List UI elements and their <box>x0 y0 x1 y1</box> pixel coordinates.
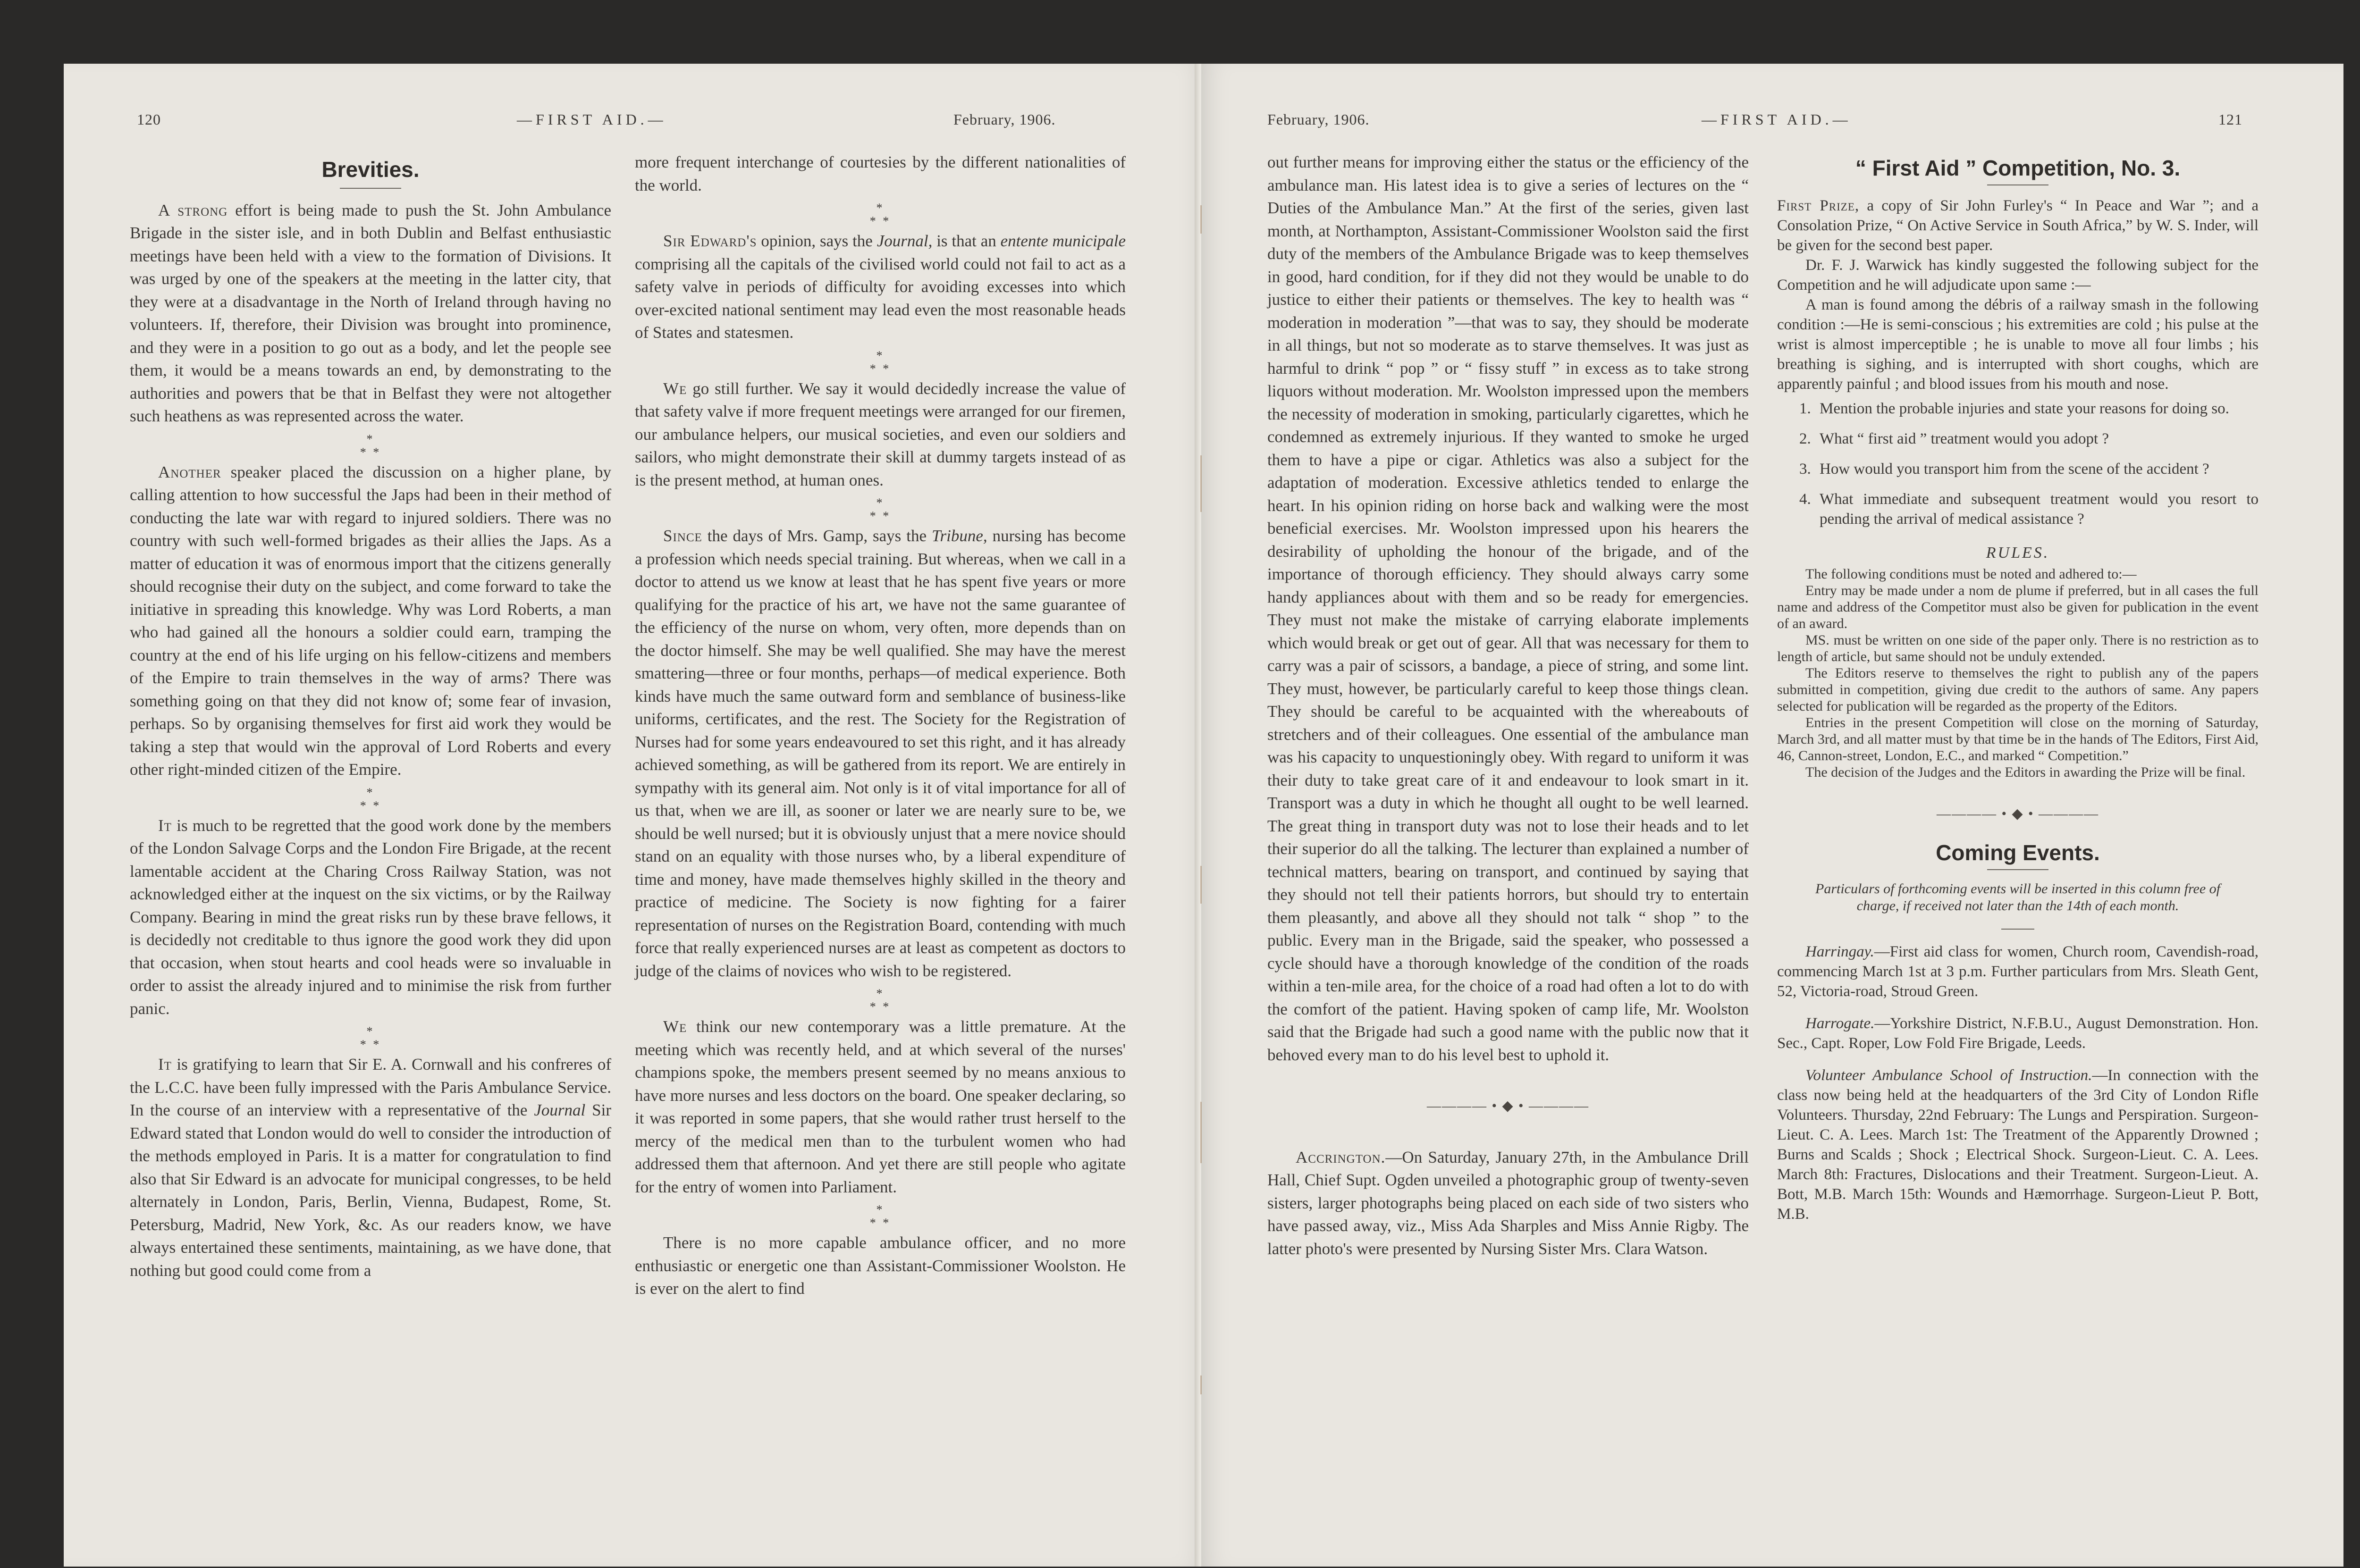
paragraph: We go still further. We say it would decidedly increase the value of that safety valve if more frequent meetings were arranged for our firemen, our ambulance helpers, our musical societies, and even our soldiers and sailors, who might demonstrate their skill at dummy targets instead of as is the present method, at human ones. <box>635 379 1126 489</box>
date-left: February, 1906. <box>953 111 1056 128</box>
list-item: 4. What immediate and subsequent treatment would you resort to pending the arrival of medical assistance ? <box>1815 489 2259 529</box>
paragraph: It is much to be regretted that the good work done by the members of the London Salvage Corps and the London Fire Brigade, at the recent lamentable accident at the Charing Cross Railway Station, was not acknowledged either at the inquest on the six victims, or by the Railway Company. Bearing in mind the great risks run by these brave fellows, it is decidedly not creditable to thus ignore the good work they did upon that occasion, when stout hearts and cool heads were so invaluable in order to assist the already injured and to minimise the risk from further panic. <box>130 816 611 1018</box>
paragraph: Sir Edward's opinion, says the Journal, is that an entente municipale comprising all the capitals of the civilised world could not fail to act as a safety valve in periods of difficulty for avoiding excesses into which over-excited national sentiment may lead even the most reasonable heads of States and statesmen. <box>635 232 1126 342</box>
rule-item: MS. must be written on one side of the paper only. There is no restriction as to length of article, but same should not be unduly extended. <box>1777 632 2259 664</box>
date-right: February, 1906. <box>1267 111 1370 128</box>
asterism: * * * <box>360 432 381 459</box>
asterism: * * * <box>869 1203 891 1230</box>
paragraph: First Prize, a copy of Sir John Furley's “ In Peace and War ”; and a Consolation Prize, “ On Active Service in South Africa,” by W. S. Inder, will be given for the second best paper. <box>1777 197 2259 254</box>
title-rule <box>1987 184 2048 185</box>
rules-title: RULES. <box>1986 544 2050 562</box>
title-rule <box>340 188 401 189</box>
running-title-left: —FIRST AID.— <box>517 111 667 128</box>
section-ornament: ———— • ◆ • ———— <box>1936 806 2099 822</box>
coming-events-title: Coming Events. <box>1936 840 2100 865</box>
events-note: Particulars of forthcoming events will be inserted in this column free of charge, if received not later than the 14th of each month. <box>1815 881 2220 914</box>
right-page <box>1201 64 2343 1567</box>
asterism: * * * <box>360 1024 381 1051</box>
asterism: * * * <box>869 201 891 228</box>
list-item: 2. What “ first aid ” treatment would you adopt ? <box>1815 429 2259 449</box>
page-number-left: 120 <box>137 111 161 128</box>
left-page <box>64 64 1206 1567</box>
paragraph: Dr. F. J. Warwick has kindly suggested the following subject for the Competition and he will adjudicate upon same :— <box>1777 257 2259 293</box>
paragraph: It is gratifying to learn that Sir E. A. Cornwall and his confreres of the L.C.C. have been fully impressed with the Paris Ambulance Service. In the course of an interview with a representative of the Journal Sir Edward stated that London would do well to consider the introduction of the methods employed in Paris. It is a matter for congratulation to find also that Sir Edward is an advocate for municipal congresses, to be held alternately in London, Paris, Berlin, Vienna, Budapest, Rome, St. Petersburg, Madrid, New York, &c. As our readers know, we have always entertained these sentiments, maintaining, as we have done, that nothing but good could come from a <box>130 1055 611 1280</box>
paragraph: Another speaker placed the discussion on a higher plane, by calling attention to how successful the Japs had been in their method of conducting the late war with regard to injured soldiers. There was no country with such well-formed brigades as their allies the Japs. As a matter of education it was of enormous import that the citizens generally should recognise their duty on the subject, and come forward to take the initiative in spreading this knowledge. Why was Lord Roberts, a man who had gained all the honours a soldier could earn, tramping the country at the end of his life urging on his fellow-citizens and members of the Empire to train themselves in the way of arms? There was something going on that they did not know of; some fear of invasion, perhaps. So by organising themselves for first aid work they would be taking a step that would win the approval of Lord Roberts and every other right-minded citizen of the Empire. <box>130 462 611 779</box>
paragraph: Since the days of Mrs. Gamp, says the Tribune, nursing has become a profession which needs special training. But whereas, when we call in a doctor to attend us we know at least that he has spent five years or more qualifying for the practice of his art, we have not the same guarantee of the efficiency of the nurse on whom, very often, more depends than on the doctor himself. She may be well qualified. She may have the merest smattering—three or four months, perhaps—of medical experience. Both kinds have much the same outward form and semblance of business-like uniforms, certificates, and the rest. The Society for the Registration of Nurses had for some years endeavoured to set this right, and it has already achieved something, as will be gathered from its report. We are entirely in sympathy with its general aim. Not only is it of vital importance for all of us that, when we are ill, as sooner or later we are nearly sure to be, we should be well nursed; but it is obviously unjust that a mere novice should stand on an equality with those nurses who, by a liberal expenditure of time and money, have made themselves highly skilled in the theory and practice of medicine. The Society is now fighting for a fairer representation of nurses on the Registration Board, contending with much force that really experienced nurses are at least as competent as doctors to judge of the claims of novices who wish to be registered. <box>635 527 1126 980</box>
brevities-title: Brevities. <box>321 157 420 182</box>
rules-block <box>1777 566 2259 780</box>
paragraph: There is no more capable ambulance officer, and no more enthusiastic or energetic one than Assistant-Commissioner Woolston. He is ever on the alert to find <box>635 1233 1126 1298</box>
short-rule <box>2001 929 2034 930</box>
asterism: * * * <box>360 785 381 813</box>
column-3 <box>1267 151 1749 1260</box>
column-4 <box>1777 158 2259 1224</box>
asterism: * * * <box>869 987 891 1014</box>
list-item: 3. How would you transport him from the scene of the accident ? <box>1815 459 2259 479</box>
list-item: 1. Mention the probable injuries and state your reasons for doing so. <box>1815 399 2259 419</box>
paragraph: more frequent interchange of courtesies by the different nationalities of the world. <box>635 153 1126 194</box>
paragraph: out further means for improving either the status or the efficiency of the ambulance man. His latest idea is to give a series of lectures on the “ Duties of the Ambulance Man.” At the first of the series, given last month, at Northampton, Assistant-Commissioner Woolston said the first duty of the members of the Ambulance Brigade was to keep themselves in good, hard condition, for if they did not they would be unable to do justice to either their patients or themselves. The key to health was “ moderation in moderation ”—that was to say, they should be moderate in all things, but not so moderate as to starve themselves. It was just as harmful to drink “ pop ” or “ fissy stuff ” in excess as to take strong liquors without moderation. Mr. Woolston impressed upon the members the necessity of moderation in smoking, particularly cigarettes, which he condemned as extremely injurious. If they wanted to smoke he urged them to have a pipe or cigar. Athletics was also a subject for the adaptation of moderation. Excessive athletics tended to enlarge the heart. In his opinion riding on horse back and walking were the most beneficial exercises. Mr. Woolston impressed upon his hearers the desirability of upholding the honour of the brigade, and of the importance of thorough efficiency. They should always carry some handy appliances about with them and so be ready for emergencies. They must not make the mistake of carrying elaborate implements which would break or get out of gear. All that was necessary for them to carry was a pair of scissors, a bandage, a piece of string, and some lint. They must, however, be particularly careful to keep those things clean. They should be careful to be acquainted with the whereabouts of stretchers and of their colleagues. One essential of the ambulance man was his capacity to unquestioningly obey. With regard to uniform it was their duty to take great care of it and endeavour to look smart in it. Transport was a duty in which he thought all ought to be well learned. The great thing in transport duty was not to lose their heads and to let their superior do all the talking. The lecturer than explained a number of technical matters, bearing on transport, and continued by saying that they should not tell their patients horrors, but should try to entertain them pleasantly, and above all they should not talk “ shop ” to the public. Every man in the Brigade, said the speaker, who possessed a cycle should have a thorough knowledge of the condition of the roads within a ten-mile area, for the choice of a road had often a lot to do with the comfort of the patient. Having spoken of camp life, Mr. Woolston said that the Brigade had such a good name with the public now that it behoved every man to do his level best to uphold it. <box>1267 153 1749 1064</box>
rule-item: The Editors reserve to themselves the right to publish any of the papers submitted in competition, giving due credit to the authors of same. Any papers selected for publication will be regarded as the property of the Editors. <box>1777 665 2259 714</box>
asterism: * * * <box>869 348 891 376</box>
paragraph: A strong effort is being made to push the St. John Ambulance Brigade in the sister isle, and in both Dublin and Belfast enthusiastic meetings have been held with a view to the formation of Divisions. It was urged by one of the speakers at the meeting in the latter city, that they were at a disadvantage in the North of Ireland through having no volunteers. If, therefore, their Division was brought into prominence, and they were in a position to go out as a body, and let the people see them, it would be a means towards an end, by demonstrating to the authorities and powers that be that in Belfast they were not altogether such heathens as was represented across the water. <box>130 201 611 425</box>
rule-item: The following conditions must be noted and adhered to:— <box>1805 566 2137 582</box>
column-2 <box>635 151 1126 1300</box>
running-title-right: —FIRST AID.— <box>1702 111 1852 128</box>
scenario-paragraph: A man is found among the débris of a railway smash in the following condition :—He is semi-conscious ; his extremities are cold ; his pulse at the wrist is almost imperceptible ; he is unable to move all four limbs ; his breathing is sighing, and is interrupted with short coughs, which are apparently painful ; and blood issues from his mouth and nose. <box>1777 296 2259 393</box>
asterism: * * * <box>869 496 891 523</box>
question-list <box>1777 399 2259 529</box>
page-number-right: 121 <box>2218 111 2242 128</box>
rule-item: Entry may be made under a nom de plume if preferred, but in all cases the full name and address of the Competitor must also be given for publication in the event of an award. <box>1777 583 2259 631</box>
competition-title: “ First Aid ” Competition, No. 3. <box>1855 156 2181 180</box>
event-item: Harrogate.—Yorkshire District, N.F.B.U., August Demonstration. Hon. Sec., Capt. Roper, Low Fold Fire Brigade, Leeds. <box>1777 1015 2259 1052</box>
column-1 <box>130 158 611 1282</box>
event-item: Harringay.—First aid class for women, Church room, Cavendish-road, commencing March 1st at 3 p.m. Further particulars from Mrs. Sleath Gent, 52, Victoria-road, Stroud Green. <box>1777 943 2259 1000</box>
paragraph: Accrington.—On Saturday, January 27th, in the Ambulance Drill Hall, Chief Supt. Ogden unveiled a photographic group of twenty-seven sisters, larger photographs being placed on each side of two sisters who have passed away, viz., Miss Ada Sharples and Miss Annie Rigby. The latter photo's were presented by Nursing Sister Mrs. Clara Watson. <box>1267 1148 1749 1258</box>
paragraph: We think our new contemporary was a little premature. At the meeting which was recently held, and at which several of the nurses' champions spoke, the members present seemed by no means anxious to have more nurses and less doctors on the board. One speaker declaring, so it was reported in some papers, that she would rather trust herself to the mercy of the medical men than to the turbulent women who had addressed them that afternoon. And yet there are still people who agitate for the entry of women into Parliament. <box>635 1017 1126 1196</box>
magazine-spread <box>64 64 2343 1567</box>
section-ornament: ———— • ◆ • ———— <box>1426 1098 1590 1114</box>
title-rule <box>1987 869 2048 870</box>
event-item: Volunteer Ambulance School of Instruction.—In connection with the class now being held at the headquarters of the 3rd City of London Rifle Volunteers. Thursday, 22nd February: The Lungs and Perspiration. Surgeon-Lieut. C. A. Lees. March 1st: The Treatment of the Apparently Drowned ; Burns and Scalds ; Shock ; Electrical Shock. Surgeon-Lieut. C. A. Lees. March 8th: Fractures, Dislocations and their Treatment. Surgeon-Lieut. A. Bott, M.B. March 15th: Wounds and Hæmorrhage. Surgeon-Lieut P. Bott, M.B. <box>1777 1067 2259 1223</box>
rule-item: Entries in the present Competition will close on the morning of Saturday, March 3rd, and all matter must by that time be in the hands of The Editors, First Aid, 46, Cannon-street, London, E.C., and marked “ Competition.” <box>1777 715 2259 763</box>
rule-item: The decision of the Judges and the Editors in awarding the Prize will be final. <box>1805 764 2246 780</box>
